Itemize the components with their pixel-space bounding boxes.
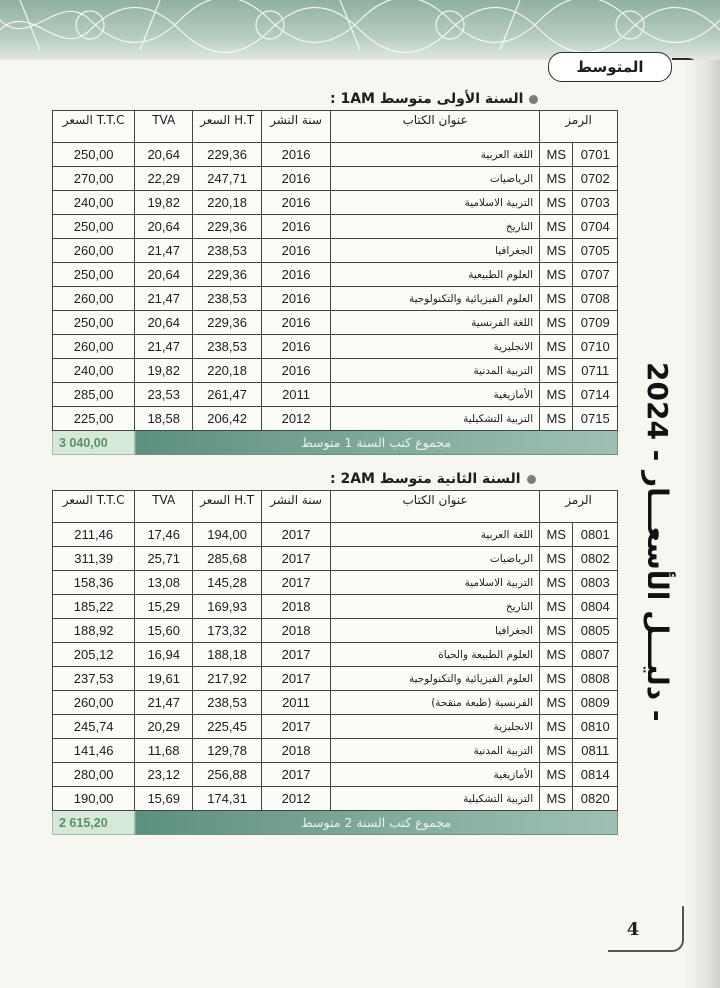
section-title-text: السنة الأولى متوسط 1AM :	[330, 91, 524, 107]
table-row	[53, 359, 618, 383]
cell-code: 0711	[573, 359, 618, 383]
table-row	[53, 547, 618, 571]
column-header-ttc: السعر T.T.C	[53, 111, 135, 143]
cell-year: 2012	[262, 407, 331, 431]
cell-ttc: 141,46	[53, 739, 135, 763]
cell-title: العلوم الفيزيائية والتكنولوجية	[331, 667, 540, 691]
cell-code: 0714	[573, 383, 618, 407]
cell-ms: MS	[540, 571, 573, 595]
cell-code: 0820	[573, 787, 618, 811]
table-header-row	[53, 491, 618, 523]
cell-year: 2016	[262, 359, 331, 383]
column-header-year: سنة النشر	[262, 491, 331, 523]
cell-ht: 220,18	[193, 359, 262, 383]
cell-ttc: 250,00	[53, 215, 135, 239]
cell-ht: 229,36	[193, 143, 262, 167]
cell-ht: 261,47	[193, 383, 262, 407]
cell-year: 2018	[262, 739, 331, 763]
table-body	[53, 523, 618, 811]
section-title-text: السنة الثانية متوسط 2AM :	[330, 471, 521, 487]
cell-tva: 23,53	[135, 383, 193, 407]
table-body	[53, 143, 618, 431]
cell-year: 2016	[262, 263, 331, 287]
cell-ttc: 245,74	[53, 715, 135, 739]
cell-ms: MS	[540, 311, 573, 335]
cell-ht: 238,53	[193, 287, 262, 311]
bullet-icon	[529, 95, 538, 104]
cell-title: الرياضيات	[331, 167, 540, 191]
column-header-code: الرمز	[540, 491, 618, 523]
cell-year: 2017	[262, 667, 331, 691]
cell-ht: 238,53	[193, 691, 262, 715]
table-row	[53, 239, 618, 263]
column-header-ht: السعر H.T	[193, 491, 262, 523]
cell-ht: 188,18	[193, 643, 262, 667]
price-table-1am	[52, 110, 618, 455]
cell-tva: 13,08	[135, 571, 193, 595]
cell-title: الأمازيغية	[331, 763, 540, 787]
cell-title: التربية الاسلامية	[331, 191, 540, 215]
cell-ht: 206,42	[193, 407, 262, 431]
cell-code: 0808	[573, 667, 618, 691]
cell-year: 2016	[262, 143, 331, 167]
cell-ht: 229,36	[193, 311, 262, 335]
table-row	[53, 311, 618, 335]
cell-title: التربية الاسلامية	[331, 571, 540, 595]
side-title: دليـــل الأسعـــار - 2024 -	[641, 362, 674, 722]
column-header-tva: TVA	[135, 491, 193, 523]
cell-tva: 20,64	[135, 311, 193, 335]
cell-ms: MS	[540, 215, 573, 239]
cell-ht: 238,53	[193, 335, 262, 359]
column-header-tva: TVA	[135, 111, 193, 143]
cell-ht: 194,00	[193, 523, 262, 547]
cell-title: الانجليزية	[331, 335, 540, 359]
cell-code: 0704	[573, 215, 618, 239]
cell-code: 0703	[573, 191, 618, 215]
cell-ms: MS	[540, 239, 573, 263]
total-row	[53, 811, 618, 835]
cell-ht: 225,45	[193, 715, 262, 739]
cell-year: 2011	[262, 691, 331, 715]
cell-ttc: 240,00	[53, 191, 135, 215]
cell-ms: MS	[540, 595, 573, 619]
cell-ht: 247,71	[193, 167, 262, 191]
cell-year: 2016	[262, 167, 331, 191]
cell-tva: 18,58	[135, 407, 193, 431]
cell-ht: 174,31	[193, 787, 262, 811]
cell-tva: 16,94	[135, 643, 193, 667]
cell-ms: MS	[540, 359, 573, 383]
cell-title: الجغرافيا	[331, 619, 540, 643]
cell-year: 2016	[262, 191, 331, 215]
total-value: 2 615,20	[53, 811, 135, 835]
cell-title: الرياضيات	[331, 547, 540, 571]
column-header-title: عنوان الكتاب	[331, 111, 540, 143]
cell-ttc: 260,00	[53, 239, 135, 263]
table-row	[53, 263, 618, 287]
cell-ttc: 188,92	[53, 619, 135, 643]
cell-title: العلوم الطبيعة والحياة	[331, 643, 540, 667]
cell-ht: 256,88	[193, 763, 262, 787]
table-row	[53, 715, 618, 739]
cell-tva: 20,29	[135, 715, 193, 739]
cell-tva: 19,82	[135, 191, 193, 215]
cell-tva: 15,69	[135, 787, 193, 811]
cell-ht: 145,28	[193, 571, 262, 595]
cell-ms: MS	[540, 643, 573, 667]
cell-tva: 20,64	[135, 215, 193, 239]
total-value: 3 040,00	[53, 431, 135, 455]
cell-ttc: 260,00	[53, 335, 135, 359]
page-binding-shadow	[684, 60, 720, 988]
cell-ms: MS	[540, 763, 573, 787]
table-row	[53, 763, 618, 787]
cell-tva: 25,71	[135, 547, 193, 571]
cell-ht: 220,18	[193, 191, 262, 215]
cell-code: 0710	[573, 335, 618, 359]
table-row	[53, 523, 618, 547]
cell-ms: MS	[540, 523, 573, 547]
total-row	[53, 431, 618, 455]
cell-tva: 22,29	[135, 167, 193, 191]
level-label: المتوسط	[576, 58, 644, 76]
cell-year: 2012	[262, 787, 331, 811]
page-number: 4	[626, 918, 640, 940]
cell-code: 0701	[573, 143, 618, 167]
cell-year: 2016	[262, 239, 331, 263]
cell-ms: MS	[540, 287, 573, 311]
table-row	[53, 667, 618, 691]
cell-ms: MS	[540, 787, 573, 811]
column-header-code: الرمز	[540, 111, 618, 143]
cell-ttc: 158,36	[53, 571, 135, 595]
table-header-row	[53, 111, 618, 143]
cell-ht: 238,53	[193, 239, 262, 263]
cell-ht: 129,78	[193, 739, 262, 763]
cell-ttc: 250,00	[53, 143, 135, 167]
cell-tva: 21,47	[135, 287, 193, 311]
section-title-2am	[330, 468, 630, 490]
cell-code: 0802	[573, 547, 618, 571]
cell-title: الانجليزية	[331, 715, 540, 739]
cell-tva: 17,46	[135, 523, 193, 547]
cell-ms: MS	[540, 335, 573, 359]
cell-tva: 23,12	[135, 763, 193, 787]
price-table-2am	[52, 490, 618, 835]
cell-title: العلوم الفيزيائية والتكنولوجية	[331, 287, 540, 311]
cell-ms: MS	[540, 691, 573, 715]
cell-ttc: 270,00	[53, 167, 135, 191]
table-row	[53, 595, 618, 619]
table-row	[53, 643, 618, 667]
cell-ms: MS	[540, 715, 573, 739]
cell-code: 0709	[573, 311, 618, 335]
cell-ttc: 250,00	[53, 311, 135, 335]
cell-title: التاريخ	[331, 595, 540, 619]
cell-ms: MS	[540, 547, 573, 571]
cell-tva: 19,61	[135, 667, 193, 691]
cell-ms: MS	[540, 143, 573, 167]
cell-code: 0811	[573, 739, 618, 763]
cell-title: التربية التشكيلية	[331, 787, 540, 811]
cell-tva: 15,29	[135, 595, 193, 619]
arabesque-pattern-icon	[0, 0, 720, 60]
cell-ttc: 211,46	[53, 523, 135, 547]
cell-title: العلوم الطبيعية	[331, 263, 540, 287]
cell-code: 0804	[573, 595, 618, 619]
cell-ttc: 311,39	[53, 547, 135, 571]
cell-ms: MS	[540, 407, 573, 431]
cell-tva: 19,82	[135, 359, 193, 383]
total-label: مجموع كتب السنة 2 متوسط	[135, 811, 618, 835]
cell-ms: MS	[540, 739, 573, 763]
cell-ms: MS	[540, 167, 573, 191]
cell-ttc: 185,22	[53, 595, 135, 619]
cell-ttc: 260,00	[53, 287, 135, 311]
column-header-title: عنوان الكتاب	[331, 491, 540, 523]
cell-tva: 20,64	[135, 143, 193, 167]
cell-ht: 173,32	[193, 619, 262, 643]
cell-year: 2018	[262, 595, 331, 619]
cell-title: اللغة العربية	[331, 523, 540, 547]
cell-title: الجغرافيا	[331, 239, 540, 263]
cell-ttc: 205,12	[53, 643, 135, 667]
cell-ms: MS	[540, 263, 573, 287]
table-row	[53, 691, 618, 715]
cell-title: التربية التشكيلية	[331, 407, 540, 431]
cell-code: 0708	[573, 287, 618, 311]
cell-code: 0810	[573, 715, 618, 739]
column-header-year: سنة النشر	[262, 111, 331, 143]
table-row	[53, 335, 618, 359]
cell-tva: 21,47	[135, 335, 193, 359]
bullet-icon	[527, 475, 536, 484]
cell-year: 2016	[262, 287, 331, 311]
cell-ht: 169,93	[193, 595, 262, 619]
cell-ttc: 280,00	[53, 763, 135, 787]
cell-title: التاريخ	[331, 215, 540, 239]
cell-ttc: 190,00	[53, 787, 135, 811]
cell-title: اللغة العربية	[331, 143, 540, 167]
table-row	[53, 143, 618, 167]
cell-ttc: 225,00	[53, 407, 135, 431]
cell-ttc: 237,53	[53, 667, 135, 691]
table-row	[53, 739, 618, 763]
cell-code: 0809	[573, 691, 618, 715]
cell-code: 0807	[573, 643, 618, 667]
cell-year: 2018	[262, 619, 331, 643]
cell-year: 2016	[262, 215, 331, 239]
table-row	[53, 787, 618, 811]
table-row	[53, 167, 618, 191]
cell-year: 2016	[262, 311, 331, 335]
table-row	[53, 191, 618, 215]
cell-ht: 229,36	[193, 215, 262, 239]
cell-ttc: 260,00	[53, 691, 135, 715]
cell-ht: 217,92	[193, 667, 262, 691]
cell-ht: 285,68	[193, 547, 262, 571]
cell-tva: 15,60	[135, 619, 193, 643]
header-decoration	[0, 0, 720, 60]
cell-ms: MS	[540, 667, 573, 691]
total-label: مجموع كتب السنة 1 متوسط	[135, 431, 618, 455]
table-row	[53, 571, 618, 595]
cell-tva: 20,64	[135, 263, 193, 287]
cell-title: التربية المدنية	[331, 359, 540, 383]
cell-tva: 21,47	[135, 691, 193, 715]
cell-year: 2017	[262, 715, 331, 739]
cell-title: اللغة الفرنسية	[331, 311, 540, 335]
cell-title: الأمازيغية	[331, 383, 540, 407]
cell-code: 0805	[573, 619, 618, 643]
cell-ttc: 250,00	[53, 263, 135, 287]
cell-year: 2017	[262, 643, 331, 667]
cell-title: التربية المدنية	[331, 739, 540, 763]
cell-ttc: 240,00	[53, 359, 135, 383]
cell-year: 2016	[262, 335, 331, 359]
cell-code: 0715	[573, 407, 618, 431]
cell-code: 0707	[573, 263, 618, 287]
column-header-ttc: السعر T.T.C	[53, 491, 135, 523]
cell-ms: MS	[540, 191, 573, 215]
table-row	[53, 407, 618, 431]
cell-code: 0814	[573, 763, 618, 787]
table-row	[53, 619, 618, 643]
column-header-ht: السعر H.T	[193, 111, 262, 143]
cell-code: 0705	[573, 239, 618, 263]
cell-ms: MS	[540, 383, 573, 407]
cell-ms: MS	[540, 619, 573, 643]
section-title-1am	[330, 88, 630, 110]
level-tab	[548, 52, 672, 82]
table-row	[53, 383, 618, 407]
table-row	[53, 287, 618, 311]
cell-title: الفرنسية (طبعة منقحة)	[331, 691, 540, 715]
cell-code: 0801	[573, 523, 618, 547]
cell-year: 2017	[262, 523, 331, 547]
cell-tva: 11,68	[135, 739, 193, 763]
cell-year: 2017	[262, 547, 331, 571]
table-row	[53, 215, 618, 239]
cell-year: 2011	[262, 383, 331, 407]
cell-tva: 21,47	[135, 239, 193, 263]
cell-code: 0803	[573, 571, 618, 595]
cell-year: 2017	[262, 763, 331, 787]
cell-ht: 229,36	[193, 263, 262, 287]
cell-code: 0702	[573, 167, 618, 191]
cell-year: 2017	[262, 571, 331, 595]
cell-ttc: 285,00	[53, 383, 135, 407]
